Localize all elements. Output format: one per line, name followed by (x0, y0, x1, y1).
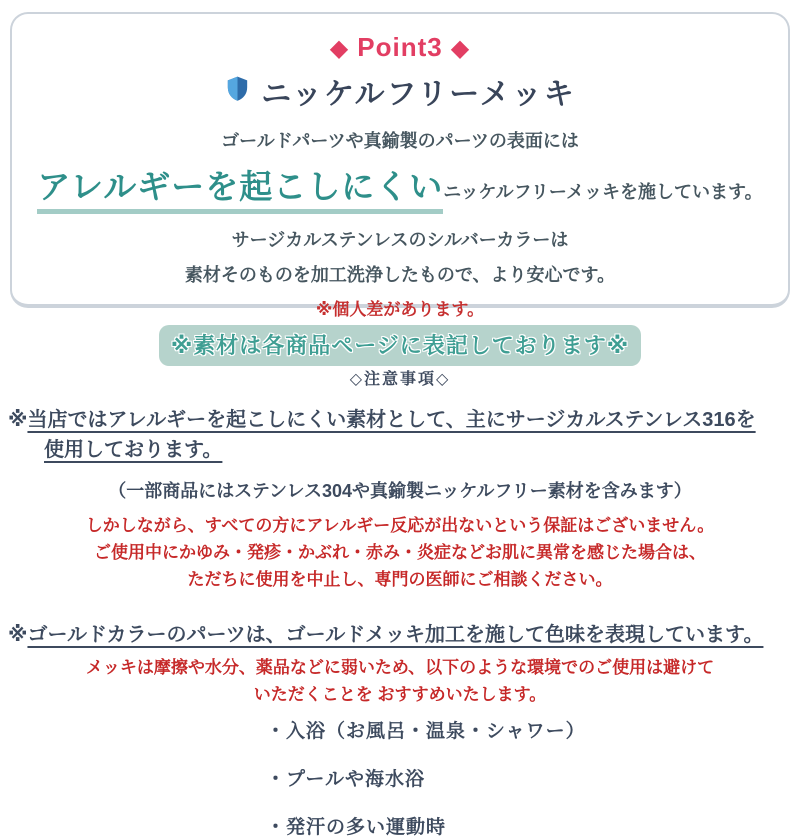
allergy-warning-line: ご使用中にかゆみ・発疹・かぶれ・赤み・炎症などお肌に異常を感じた場合は、 (94, 543, 706, 563)
notice-item-gold-line: ゴールドカラーのパーツは、ゴールドメッキ加工を施して色味を表現しています。 (27, 623, 764, 646)
shield-icon (224, 75, 251, 107)
card-title: ニッケルフリーメッキ (261, 78, 576, 111)
diamond-right-icon: ◆ (450, 35, 471, 62)
allergy-warning-line: しかしながら、すべての方にアレルギー反応が出ないという保証はございません。 (85, 516, 715, 535)
notice-heading: ◇注意事項◇ (349, 371, 451, 388)
individual-difference-note: ※個人差があります。 (315, 300, 485, 319)
notice-sub-material: （一部商品にはステンレス304や真鍮製ニッケルフリー素材を含みます） (108, 481, 692, 501)
point3-label: Point3 (357, 32, 443, 62)
plating-warning-text (0, 654, 800, 708)
allergy-warning-text (0, 512, 800, 594)
allergy-highlight-text: アレルギーを起こしにくい (37, 161, 443, 214)
point3-card (10, 12, 790, 358)
diamond-left-icon: ◆ (329, 35, 350, 62)
allergy-warning-line: ただちに使用を中止し、専門の医師にご相談ください。 (187, 570, 613, 590)
card-title-row (12, 69, 788, 113)
allergy-highlight-suffix: ニッケルフリーメッキを施しています。 (443, 182, 763, 202)
notice-item-material-line1: 当店ではアレルギーを起こしにくい素材として、主にサージカルステンレス316を (27, 409, 756, 431)
list-item: ・プールや海水浴 (266, 768, 426, 790)
plating-warning-line: いただくことを おすすめいたします。 (253, 684, 547, 704)
asterisk-marker: ※ (8, 623, 28, 646)
avoid-environment-list (0, 716, 800, 839)
list-item: ・発汗の多い運動時 (266, 816, 447, 838)
notice-item-material-line2: 使用しております。 (44, 439, 223, 461)
material-notice-pill: ※素材は各商品ページに表記しております※ (159, 325, 641, 366)
list-item: ・入浴（お風呂・温泉・シャワー） (266, 720, 586, 742)
allergy-highlight-line (12, 161, 788, 214)
card-material-line: 素材そのものを加工洗浄したもので、より安心です。 (184, 265, 616, 285)
card-intro-line: ゴールドパーツや真鍮製のパーツの表面には (221, 131, 579, 151)
notice-item-material (8, 405, 794, 465)
asterisk-marker: ※ (8, 409, 28, 431)
notice-item-gold (8, 620, 794, 650)
card-silver-line: サージカルステンレスのシルバーカラーは (231, 230, 569, 250)
point3-badge (12, 32, 788, 63)
plating-warning-line: メッキは摩擦や水分、薬品などに弱いため、以下のような環境でのご使用は避けて (85, 657, 715, 677)
